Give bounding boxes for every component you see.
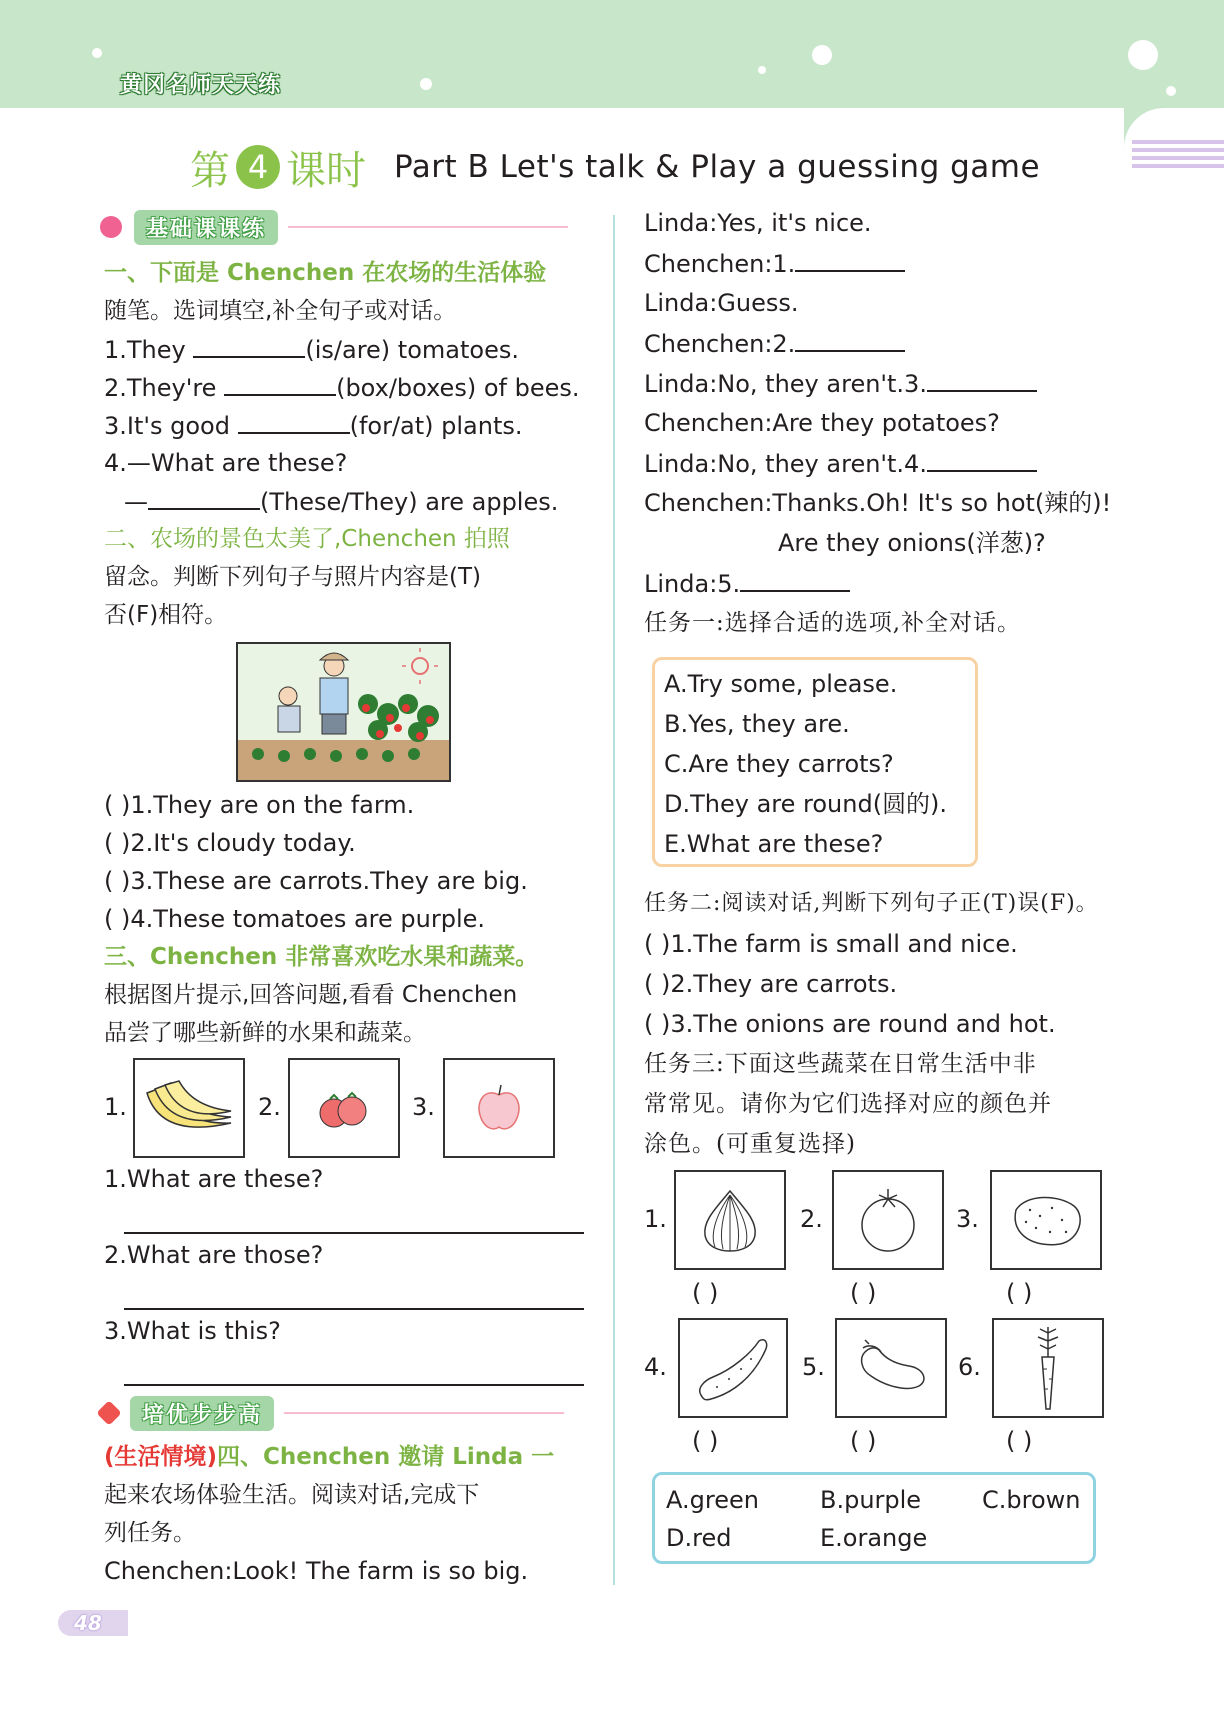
lesson-title — [190, 142, 1040, 192]
star-icon — [96, 1400, 121, 1425]
section-title: 三、Chenchen 非常喜欢吃水果和蔬菜。 — [104, 944, 539, 970]
dialog-line: Chenchen:Thanks.Oh! It's so hot(辣的)! — [644, 489, 1112, 517]
dialog-line: Linda:Yes, it's nice. — [644, 209, 872, 237]
veg-label: 4. — [644, 1353, 667, 1381]
section-title-cont: 起来农场体验生活。阅读对话,完成下 — [104, 1482, 480, 1508]
question-1: 1.They (is/are) tomatoes. — [104, 330, 519, 369]
fruit-label: 3. — [412, 1093, 435, 1121]
question: 2.What are those? — [104, 1241, 324, 1269]
question-3: 3.It's good (for/at) plants. — [104, 406, 523, 445]
option-item: A.Try some, please. — [664, 670, 898, 698]
farm-photo — [236, 642, 451, 782]
answer-blank[interactable] — [927, 364, 1037, 392]
answer-blank[interactable] — [927, 444, 1037, 472]
answer-paren[interactable]: ( ) — [692, 1279, 719, 1307]
task-title-cont: 涂色。(可重复选择) — [644, 1131, 856, 1157]
tomato-icon — [288, 1058, 400, 1158]
badge-label: 培优步步高 — [130, 1396, 274, 1431]
section-title-cont: 根据图片提示,回答问题,看看 Chenchen — [104, 982, 518, 1008]
section-title-cont: 否(F)相符。 — [104, 602, 228, 628]
option-item: D.They are round(圆的). — [664, 790, 948, 818]
answer-blank[interactable] — [224, 368, 336, 396]
answer-line[interactable] — [124, 1384, 584, 1386]
dialog-line: Linda:No, they aren't.3. — [644, 364, 1037, 403]
lesson-number: 4 — [236, 145, 280, 189]
dialog-line: Chenchen:Look! The farm is so big. — [104, 1557, 529, 1585]
badge-label: 基础课课练 — [134, 210, 278, 245]
section-badge-basic — [100, 210, 568, 244]
task-title: 任务一:选择合适的选项,补全对话。 — [644, 610, 1022, 636]
decor-dot — [1128, 40, 1158, 70]
answer-blank[interactable] — [148, 482, 260, 510]
question-4: 4.—What are these? — [104, 449, 348, 477]
dialog-line: Linda:Guess. — [644, 289, 799, 317]
section-title-cont: 留念。判断下列句子与照片内容是(T) — [104, 564, 481, 590]
decor-dot — [92, 48, 102, 58]
banana-icon — [133, 1058, 245, 1158]
tf-item: ( )3.These are carrots.They are big. — [104, 867, 528, 895]
question-4-answer: — (These/They) are apples. — [124, 482, 558, 521]
tf-item: ( )1.They are on the farm. — [104, 791, 415, 819]
section-title: 四、Chenchen 邀请 Linda 一 — [217, 1444, 555, 1470]
answer-blank[interactable] — [740, 564, 850, 592]
answer-paren[interactable]: ( ) — [692, 1427, 719, 1455]
section-badge-advanced — [100, 1396, 564, 1430]
answer-blank[interactable] — [795, 324, 905, 352]
section-title-cont: 品尝了哪些新鲜的水果和蔬菜。 — [104, 1020, 426, 1046]
pie-icon — [100, 216, 122, 238]
fruit-label: 1. — [104, 1093, 127, 1121]
tf-item: ( )2.They are carrots. — [644, 970, 898, 998]
answer-line[interactable] — [124, 1308, 584, 1310]
veg-label: 5. — [802, 1353, 825, 1381]
tf-item: ( )4.These tomatoes are purple. — [104, 905, 486, 933]
tf-item: ( )1.The farm is small and nice. — [644, 930, 1018, 958]
question: 1.What are these? — [104, 1165, 324, 1193]
answer-line[interactable] — [124, 1232, 584, 1234]
section-title: 二、农场的景色太美了,Chenchen 拍照 — [104, 526, 510, 552]
section-title-cont: 列任务。 — [104, 1520, 196, 1546]
color-option: B.purple — [820, 1486, 922, 1514]
potato-icon — [990, 1170, 1102, 1270]
task-title: 任务三:下面这些蔬菜在日常生活中非 — [644, 1051, 1037, 1077]
apple-icon — [443, 1058, 555, 1158]
veg-label: 3. — [956, 1205, 979, 1233]
answer-blank[interactable] — [795, 244, 905, 272]
task-title: 任务二:阅读对话,判断下列句子正(T)误(F)。 — [644, 891, 1099, 916]
badge-line — [284, 1412, 564, 1414]
question-2: 2.They're (box/boxes) of bees. — [104, 368, 579, 407]
answer-paren[interactable]: ( ) — [850, 1279, 877, 1307]
option-item: E.What are these? — [664, 830, 884, 858]
lesson-prefix: 第 — [190, 147, 230, 194]
veg-label: 1. — [644, 1205, 667, 1233]
color-option: C.brown — [982, 1486, 1081, 1514]
page-number: 48 — [58, 1610, 128, 1636]
lesson-title-en: Part B Let's talk & Play a guessing game — [394, 149, 1041, 185]
decor-dot — [420, 78, 432, 90]
dialog-line: Chenchen:2. — [644, 324, 905, 363]
answer-paren[interactable]: ( ) — [1006, 1427, 1033, 1455]
section-title-cont: 随笔。选词填空,补全句子或对话。 — [104, 298, 457, 324]
onion-icon — [674, 1170, 786, 1270]
tomato-icon — [832, 1170, 944, 1270]
question: 3.What is this? — [104, 1317, 281, 1345]
option-item: C.Are they carrots? — [664, 750, 894, 778]
lesson-suffix: 课时 — [286, 147, 366, 194]
dialog-line: Are they onions(洋葱)? — [778, 529, 1046, 557]
answer-blank[interactable] — [238, 406, 350, 434]
decor-dot — [812, 45, 832, 65]
dialog-line: Linda:No, they aren't.4. — [644, 444, 1037, 483]
context-tag: (生活情境) — [104, 1444, 218, 1470]
fruit-label: 2. — [258, 1093, 281, 1121]
option-item: B.Yes, they are. — [664, 710, 850, 738]
eggplant-icon — [835, 1318, 947, 1418]
veg-label: 6. — [958, 1353, 981, 1381]
answer-paren[interactable]: ( ) — [1006, 1279, 1033, 1307]
answer-blank[interactable] — [193, 330, 305, 358]
badge-line — [288, 226, 568, 228]
dialog-line: Linda:5. — [644, 564, 850, 603]
decor-dot — [1166, 86, 1176, 96]
cucumber-icon — [678, 1318, 788, 1418]
column-divider — [613, 215, 615, 1585]
color-option: D.red — [666, 1524, 732, 1552]
color-option: E.orange — [820, 1524, 928, 1552]
decor-dot — [758, 66, 766, 74]
tf-item: ( )3.The onions are round and hot. — [644, 1010, 1056, 1038]
answer-paren[interactable]: ( ) — [850, 1427, 877, 1455]
tf-item: ( )2.It's cloudy today. — [104, 829, 356, 857]
carrot-icon — [992, 1318, 1104, 1418]
brand-logo: 黄冈名师天天练 — [120, 73, 282, 98]
color-option: A.green — [666, 1486, 759, 1514]
veg-label: 2. — [800, 1205, 823, 1233]
dialog-line: Chenchen:Are they potatoes? — [644, 409, 1000, 437]
header-stripes — [1132, 140, 1224, 172]
section-title: 一、下面是 Chenchen 在农场的生活体验 — [104, 260, 547, 286]
dialog-line: Chenchen:1. — [644, 244, 905, 283]
task-title-cont: 常常见。请你为它们选择对应的颜色并 — [644, 1091, 1052, 1117]
